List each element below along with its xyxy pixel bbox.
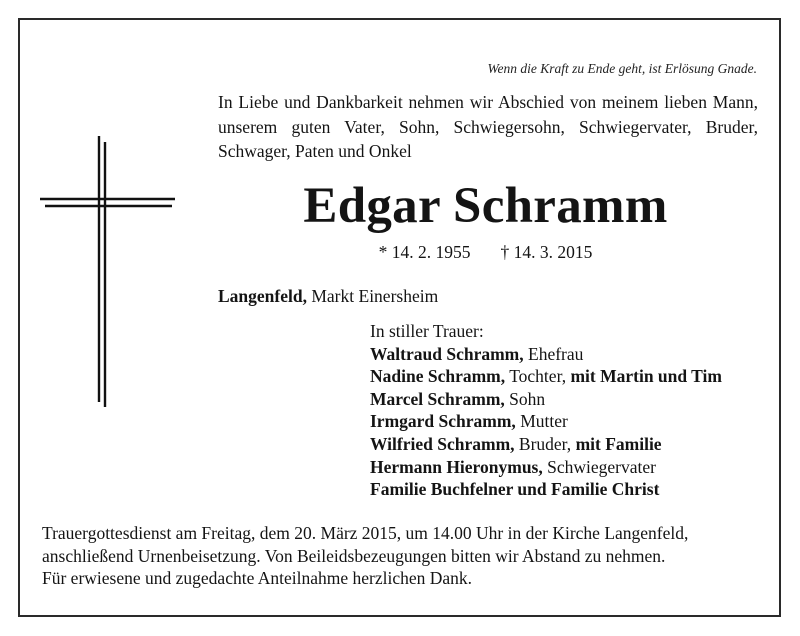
service-line-1: Trauergottesdienst am Freitag, dem 20. März 2015, um 14.00 Uhr in der Kirche Langenfeld, xyxy=(42,523,689,543)
mourner-relation: Schwiegervater xyxy=(542,456,656,477)
mourner-name: Waltraud Schramm, xyxy=(370,343,524,364)
cross-icon xyxy=(38,136,178,421)
motto: Wenn die Kraft zu Ende geht, ist Erlösung Gnade. xyxy=(487,61,757,76)
death-date: † 14. 3. 2015 xyxy=(500,242,593,262)
mourner-name: Nadine Schramm, xyxy=(370,366,506,387)
life-dates xyxy=(218,242,753,263)
place-town: Langenfeld, xyxy=(218,286,307,306)
place-line xyxy=(218,286,438,307)
birth-date: * 14. 2. 1955 xyxy=(378,242,471,262)
deceased-name: Edgar Schramm xyxy=(303,178,668,234)
mourner-relation: Bruder, xyxy=(514,433,576,454)
intro-text: In Liebe und Dankbarkeit nehmen wir Abschied von meinem lieben Mann, unserem guten Vater, Sohn, Schwiegersohn, Schwiegervater, Bruder, Schwager, Paten und Onkel xyxy=(218,92,758,161)
mourners-heading: In stiller Trauer: xyxy=(370,321,484,341)
mourner-relation: Mutter xyxy=(515,411,568,432)
mourner-name: Hermann Hieronymus, xyxy=(370,456,543,477)
mourner-row xyxy=(370,388,722,411)
mourner-row xyxy=(370,433,722,456)
service-line-2: anschließend Urnenbeisetzung. Von Beileidsbezeugungen bitten wir Abstand zu nehmen. xyxy=(42,545,666,566)
service-info xyxy=(42,522,762,590)
mourner-name: Irmgard Schramm, xyxy=(370,411,516,432)
mourner-relation: Sohn xyxy=(504,388,546,409)
mourner-name: Familie Buchfelner und Familie Christ xyxy=(370,479,660,500)
mourner-row xyxy=(370,478,722,501)
place-region: Markt Einersheim xyxy=(306,286,439,306)
mourner-relation: Ehefrau xyxy=(523,343,584,364)
mourner-row xyxy=(370,456,722,479)
mourner-row xyxy=(370,410,722,433)
mourner-extra: mit Martin und Tim xyxy=(570,366,722,387)
mourner-relation: Tochter, xyxy=(505,366,571,387)
mourner-extra: mit Familie xyxy=(575,433,662,454)
mourner-name: Marcel Schramm, xyxy=(370,388,505,409)
mourner-row xyxy=(370,343,722,366)
mourner-name: Wilfried Schramm, xyxy=(370,433,515,454)
mourners-list xyxy=(370,320,722,501)
service-line-3: Für erwiesene und zugedachte Anteilnahme herzlichen Dank. xyxy=(42,568,473,588)
mourner-row xyxy=(370,365,722,388)
